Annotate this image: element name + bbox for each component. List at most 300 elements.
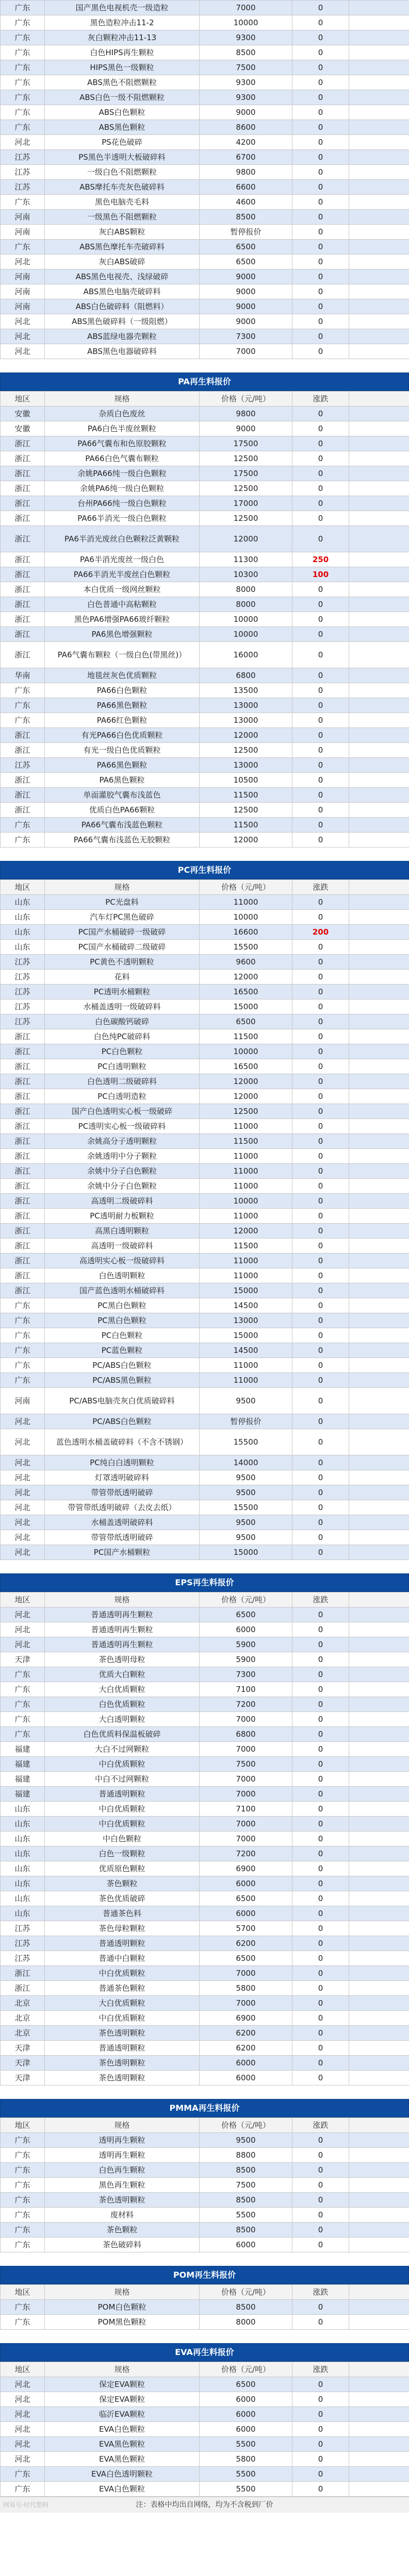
- row-region: 河北: [1, 1485, 45, 1500]
- row-change: 0: [292, 2133, 349, 2148]
- row-name: 汽车灯PC黑色破碎: [45, 910, 200, 925]
- table-row: [1, 773, 409, 788]
- row-region: 天津: [1, 2041, 45, 2056]
- row-change: 0: [292, 1014, 349, 1029]
- row-change: 0: [292, 955, 349, 970]
- row-blank: [349, 195, 409, 210]
- row-price: 6900: [200, 1861, 292, 1876]
- row-blank: [349, 713, 409, 728]
- row-price: 6000: [200, 2392, 292, 2407]
- row-price: 15000: [200, 1328, 292, 1343]
- table-row: [1, 511, 409, 526]
- row-blank: [349, 773, 409, 788]
- row-price: 7000: [200, 1, 292, 15]
- table-row: [1, 406, 409, 421]
- row-region: 广东: [1, 15, 45, 30]
- row-change: 200: [292, 925, 349, 940]
- table-row: [1, 970, 409, 985]
- table-row: [1, 1149, 409, 1164]
- row-price: 7200: [200, 1846, 292, 1861]
- table-row: [1, 1682, 409, 1697]
- row-change: 0: [292, 2056, 349, 2071]
- row-change: 0: [292, 1104, 349, 1119]
- row-name: PA6气囊布颗粒（一级白色(带黑丝)）: [45, 642, 200, 668]
- row-price: 9500: [200, 2133, 292, 2148]
- row-blank: [349, 2193, 409, 2208]
- row-region: 广东: [1, 2178, 45, 2193]
- row-region: 广东: [1, 90, 45, 105]
- row-change: 0: [292, 2392, 349, 2407]
- row-region: 河北: [1, 1530, 45, 1545]
- row-blank: [349, 1179, 409, 1194]
- row-name: 蓝色透明水桶盖破碎料（不含不锈钢）: [45, 1429, 200, 1455]
- row-price: 9000: [200, 299, 292, 314]
- row-blank: [349, 481, 409, 496]
- row-region: 河南: [1, 269, 45, 284]
- row-region: 江苏: [1, 1921, 45, 1936]
- row-price: 16500: [200, 1059, 292, 1074]
- row-region: 浙江: [1, 788, 45, 803]
- row-change: 0: [292, 2223, 349, 2238]
- row-price: 6000: [200, 1622, 292, 1637]
- row-name: PC/ABS黑色颗粒: [45, 1373, 200, 1388]
- row-price: 9500: [200, 1388, 292, 1414]
- row-change: 0: [292, 1414, 349, 1429]
- row-blank: [349, 2392, 409, 2407]
- row-price: 7000: [200, 1832, 292, 1846]
- header-change: 涨跌: [292, 2362, 349, 2377]
- row-blank: [349, 344, 409, 359]
- row-name: 灯罩透明破碎料: [45, 1470, 200, 1485]
- row-region: 浙江: [1, 1268, 45, 1283]
- row-change: 0: [292, 1787, 349, 1802]
- row-name: 白色透明颗粒: [45, 1268, 200, 1283]
- row-region: 江苏: [1, 955, 45, 970]
- row-change: 0: [292, 642, 349, 668]
- row-change: 0: [292, 773, 349, 788]
- row-change: 0: [292, 284, 349, 299]
- row-blank: [349, 1429, 409, 1455]
- row-region: 河北: [1, 2377, 45, 2392]
- row-price: 9500: [200, 1470, 292, 1485]
- row-change: 0: [292, 2071, 349, 2086]
- row-change: 0: [292, 1832, 349, 1846]
- row-price: 11500: [200, 788, 292, 803]
- row-name: 白色透明二级破碎料: [45, 1074, 200, 1089]
- row-price: 6600: [200, 180, 292, 195]
- table-row: [1, 496, 409, 511]
- row-name: POM白色颗粒: [45, 2300, 200, 2315]
- row-region: 浙江: [1, 627, 45, 642]
- row-region: 浙江: [1, 1283, 45, 1298]
- row-name: 普通透明再生颗粒: [45, 1637, 200, 1652]
- row-blank: [349, 2133, 409, 2148]
- row-region: 河北: [1, 314, 45, 329]
- row-name: 普通中白颗粒: [45, 1951, 200, 1966]
- row-name: 大白不过网颗粒: [45, 1742, 200, 1757]
- table-row: [1, 195, 409, 210]
- row-blank: [349, 999, 409, 1014]
- table-row: [1, 1622, 409, 1637]
- row-price: 7100: [200, 1802, 292, 1817]
- row-blank: [349, 1712, 409, 1727]
- row-price: 7200: [200, 1697, 292, 1712]
- table-row: [1, 2148, 409, 2163]
- row-region: 河北: [1, 135, 45, 150]
- row-region: 江苏: [1, 970, 45, 985]
- row-name: 白色优质料保温板破碎: [45, 1727, 200, 1742]
- row-name: 水桶盖透明一级破碎料: [45, 999, 200, 1014]
- row-name: 茶色透明颗粒: [45, 2026, 200, 2041]
- row-blank: [349, 451, 409, 466]
- row-change: 0: [292, 1029, 349, 1044]
- table-row: [1, 2315, 409, 2330]
- table-row: [1, 269, 409, 284]
- row-change: 0: [292, 597, 349, 612]
- header-change: 涨跌: [292, 880, 349, 895]
- row-blank: [349, 2208, 409, 2223]
- table-row: [1, 1757, 409, 1772]
- row-price: 6000: [200, 2238, 292, 2252]
- row-change: 0: [292, 1500, 349, 1515]
- header-blank: [349, 2118, 409, 2133]
- row-region: 河南: [1, 284, 45, 299]
- section-title: POM再生料报价: [0, 2266, 409, 2284]
- row-region: 福建: [1, 1787, 45, 1802]
- row-blank: [349, 1817, 409, 1832]
- table-row: [1, 985, 409, 999]
- row-blank: [349, 1515, 409, 1530]
- row-price: 6900: [200, 2011, 292, 2026]
- row-blank: [349, 1164, 409, 1179]
- row-name: PA66黑色颗粒: [45, 758, 200, 773]
- row-name: 余姚PA6纯一级白色颗粒: [45, 481, 200, 496]
- row-name: 普通透明再生颗粒: [45, 1622, 200, 1637]
- row-blank: [349, 668, 409, 683]
- row-name: PC透明耐力板颗粒: [45, 1209, 200, 1224]
- header-price: 价格（元/吨）: [200, 392, 292, 406]
- section-title: EPS再生料报价: [0, 1573, 409, 1592]
- row-blank: [349, 284, 409, 299]
- row-name: 带管带纸透明破碎（去皮去纸）: [45, 1500, 200, 1515]
- table-row: [1, 642, 409, 668]
- row-region: 河南: [1, 1388, 45, 1414]
- header-region: 地区: [1, 1592, 45, 1607]
- row-name: 黑色造粒冲击11-2: [45, 15, 200, 30]
- row-price: 12500: [200, 1104, 292, 1119]
- row-change: 0: [292, 1742, 349, 1757]
- row-blank: [349, 2467, 409, 2482]
- row-price: 9500: [200, 1485, 292, 1500]
- table-row: [1, 2163, 409, 2178]
- table-row: [1, 2300, 409, 2315]
- row-name: EVA黑色颗粒: [45, 2437, 200, 2452]
- row-price: 8500: [200, 210, 292, 225]
- row-change: 0: [292, 15, 349, 30]
- row-region: 浙江: [1, 612, 45, 627]
- row-region: 山东: [1, 1817, 45, 1832]
- table-row: [1, 255, 409, 269]
- table-row: [1, 1637, 409, 1652]
- row-price: 8800: [200, 2148, 292, 2163]
- row-region: 河北: [1, 344, 45, 359]
- row-price: 11000: [200, 1268, 292, 1283]
- row-blank: [349, 955, 409, 970]
- row-region: 广东: [1, 713, 45, 728]
- row-price: 6500: [200, 240, 292, 255]
- table-row: [1, 1104, 409, 1119]
- row-change: 0: [292, 466, 349, 481]
- row-region: 广东: [1, 683, 45, 698]
- row-price: 7000: [200, 1772, 292, 1787]
- row-name: 高黑白透明颗粒: [45, 1224, 200, 1239]
- row-region: 广东: [1, 105, 45, 120]
- row-blank: [349, 970, 409, 985]
- row-name: PA6黑色颗粒: [45, 773, 200, 788]
- row-region: 广东: [1, 2163, 45, 2178]
- row-change: 0: [292, 481, 349, 496]
- row-change: 0: [292, 833, 349, 848]
- row-name: 带管带纸透明破碎: [45, 1530, 200, 1545]
- row-region: 福建: [1, 1742, 45, 1757]
- row-region: 山东: [1, 1891, 45, 1906]
- table-row: [1, 45, 409, 60]
- header-blank: [349, 1592, 409, 1607]
- row-price: 14500: [200, 1343, 292, 1358]
- section-gap: [0, 2086, 409, 2099]
- row-price: 15500: [200, 1429, 292, 1455]
- table-row: [1, 1328, 409, 1343]
- row-name: PC纯白白透明颗粒: [45, 1455, 200, 1470]
- row-blank: [349, 597, 409, 612]
- row-region: 浙江: [1, 1239, 45, 1253]
- table-row: [1, 1981, 409, 1996]
- row-region: 天津: [1, 2056, 45, 2071]
- row-price: 6000: [200, 1876, 292, 1891]
- table-row: [1, 1891, 409, 1906]
- row-region: 广东: [1, 1298, 45, 1313]
- row-change: 0: [292, 940, 349, 955]
- row-name: 国产白色透明实心板一级破碎: [45, 1104, 200, 1119]
- header-change: 涨跌: [292, 2118, 349, 2133]
- row-change: 0: [292, 1485, 349, 1500]
- row-change: 0: [292, 1906, 349, 1921]
- table-row: [1, 1194, 409, 1209]
- row-price: 7000: [200, 1996, 292, 2011]
- row-change: 0: [292, 406, 349, 421]
- row-name: PC/ABS白色颗粒: [45, 1358, 200, 1373]
- row-price: 7500: [200, 2178, 292, 2193]
- row-change: 0: [292, 1846, 349, 1861]
- row-price: 11500: [200, 1239, 292, 1253]
- row-blank: [349, 567, 409, 582]
- row-region: 江苏: [1, 1951, 45, 1966]
- row-price: 8000: [200, 582, 292, 597]
- section-title: EVA再生料报价: [0, 2343, 409, 2362]
- table-row: [1, 90, 409, 105]
- price-table: [0, 2284, 409, 2330]
- row-price: 7000: [200, 344, 292, 359]
- row-change: 0: [292, 150, 349, 165]
- table-row: [1, 1652, 409, 1667]
- row-blank: [349, 1014, 409, 1029]
- row-blank: [349, 1044, 409, 1059]
- row-name: ABS黑色电视壳、浅绿破碎: [45, 269, 200, 284]
- row-blank: [349, 1414, 409, 1429]
- row-blank: [349, 255, 409, 269]
- header-blank: [349, 2362, 409, 2377]
- row-price: 6000: [200, 1906, 292, 1921]
- row-name: EVA白色颗粒: [45, 2482, 200, 2497]
- row-region: 浙江: [1, 642, 45, 668]
- row-change: 0: [292, 1981, 349, 1996]
- row-blank: [349, 1545, 409, 1560]
- row-region: 河北: [1, 1414, 45, 1429]
- row-region: 广东: [1, 60, 45, 75]
- table-row: [1, 1936, 409, 1951]
- row-price: 5900: [200, 1637, 292, 1652]
- row-blank: [349, 2238, 409, 2252]
- row-name: PA66半消光半废丝白色颗粒: [45, 567, 200, 582]
- row-name: ABS白色颗粒: [45, 105, 200, 120]
- row-name: PC黑白色颗粒: [45, 1298, 200, 1313]
- row-blank: [349, 803, 409, 818]
- row-price: 8500: [200, 2163, 292, 2178]
- row-region: 浙江: [1, 436, 45, 451]
- table-row: [1, 2223, 409, 2238]
- row-name: 中白优质颗粒: [45, 1802, 200, 1817]
- price-table: [0, 879, 409, 1560]
- table-row: [1, 713, 409, 728]
- row-change: 0: [292, 120, 349, 135]
- row-name: EVA白色透明颗粒: [45, 2467, 200, 2482]
- row-name: PC白透明造粒: [45, 1089, 200, 1104]
- row-change: 0: [292, 1607, 349, 1622]
- row-blank: [349, 1283, 409, 1298]
- row-price: 6000: [200, 2056, 292, 2071]
- row-blank: [349, 1, 409, 15]
- row-region: 浙江: [1, 1253, 45, 1268]
- row-region: 广东: [1, 30, 45, 45]
- row-name: 高透明二级破碎料: [45, 1194, 200, 1209]
- row-blank: [349, 2315, 409, 2330]
- price-table: [0, 2117, 409, 2252]
- table-row: [1, 758, 409, 773]
- header-blank: [349, 392, 409, 406]
- table-row: [1, 314, 409, 329]
- row-name: 中白优质颗粒: [45, 1757, 200, 1772]
- row-name: 国产黑色电视机壳一级造粒: [45, 1, 200, 15]
- watermark: 网易号·时代塑料: [3, 2501, 48, 2509]
- row-blank: [349, 910, 409, 925]
- row-blank: [349, 1455, 409, 1470]
- row-price: 16600: [200, 925, 292, 940]
- row-change: 0: [292, 758, 349, 773]
- row-blank: [349, 2041, 409, 2056]
- row-price: 12000: [200, 1089, 292, 1104]
- row-price: 9000: [200, 314, 292, 329]
- table-row: [1, 1134, 409, 1149]
- row-price: 14500: [200, 1298, 292, 1313]
- table-row: [1, 1209, 409, 1224]
- row-change: 0: [292, 1253, 349, 1268]
- row-price: 15500: [200, 940, 292, 955]
- table-row: [1, 75, 409, 90]
- row-name: POM黑色颗粒: [45, 2315, 200, 2330]
- price-table: [0, 0, 409, 359]
- row-price: 12000: [200, 526, 292, 552]
- row-name: 单面灌胶气囊布浅蓝色: [45, 788, 200, 803]
- row-region: 广东: [1, 2300, 45, 2315]
- table-header-row: [1, 2362, 409, 2377]
- table-row: [1, 940, 409, 955]
- row-name: ABS黑色颗粒: [45, 120, 200, 135]
- row-change: 0: [292, 451, 349, 466]
- row-change: 0: [292, 75, 349, 90]
- row-price: 15500: [200, 1500, 292, 1515]
- row-price: 13500: [200, 683, 292, 698]
- row-change: 0: [292, 1224, 349, 1239]
- row-price: 10000: [200, 1194, 292, 1209]
- row-change: 0: [292, 1470, 349, 1485]
- row-name: 大白优质颗粒: [45, 1682, 200, 1697]
- table-row: [1, 1358, 409, 1373]
- table-row: [1, 895, 409, 910]
- row-name: 透明再生颗粒: [45, 2148, 200, 2163]
- row-price: 7000: [200, 1712, 292, 1727]
- row-name: 白色碳酸钙破碎: [45, 1014, 200, 1029]
- row-price: 6500: [200, 255, 292, 269]
- row-change: 0: [292, 1313, 349, 1328]
- table-row: [1, 2467, 409, 2482]
- row-blank: [349, 728, 409, 743]
- row-change: 0: [292, 1966, 349, 1981]
- row-name: EVA白色颗粒: [45, 2422, 200, 2437]
- row-region: 广东: [1, 1, 45, 15]
- row-region: 浙江: [1, 552, 45, 567]
- row-change: 250: [292, 552, 349, 567]
- row-blank: [349, 2011, 409, 2026]
- row-change: 0: [292, 255, 349, 269]
- header-name: 规格: [45, 2362, 200, 2377]
- table-row: [1, 180, 409, 195]
- row-region: 广东: [1, 195, 45, 210]
- row-name: PC透明实心板一级破碎料: [45, 1119, 200, 1134]
- row-blank: [349, 743, 409, 758]
- row-region: 山东: [1, 925, 45, 940]
- row-name: 普通透明颗粒: [45, 1787, 200, 1802]
- row-region: 江苏: [1, 165, 45, 180]
- table-row: [1, 1455, 409, 1470]
- row-region: 山东: [1, 1876, 45, 1891]
- row-blank: [349, 299, 409, 314]
- row-price: 9300: [200, 90, 292, 105]
- row-change: 0: [292, 105, 349, 120]
- table-row: [1, 1951, 409, 1966]
- row-change: 0: [292, 314, 349, 329]
- header-blank: [349, 880, 409, 895]
- section-gap: [0, 1560, 409, 1573]
- row-change: 0: [292, 1149, 349, 1164]
- row-price: 7500: [200, 1757, 292, 1772]
- row-blank: [349, 2223, 409, 2238]
- row-change: 0: [292, 2300, 349, 2315]
- row-change: 0: [292, 910, 349, 925]
- row-change: 0: [292, 1891, 349, 1906]
- table-row: [1, 329, 409, 344]
- row-name: ABS摩托车壳灰色破碎料: [45, 180, 200, 195]
- row-region: 江苏: [1, 1936, 45, 1951]
